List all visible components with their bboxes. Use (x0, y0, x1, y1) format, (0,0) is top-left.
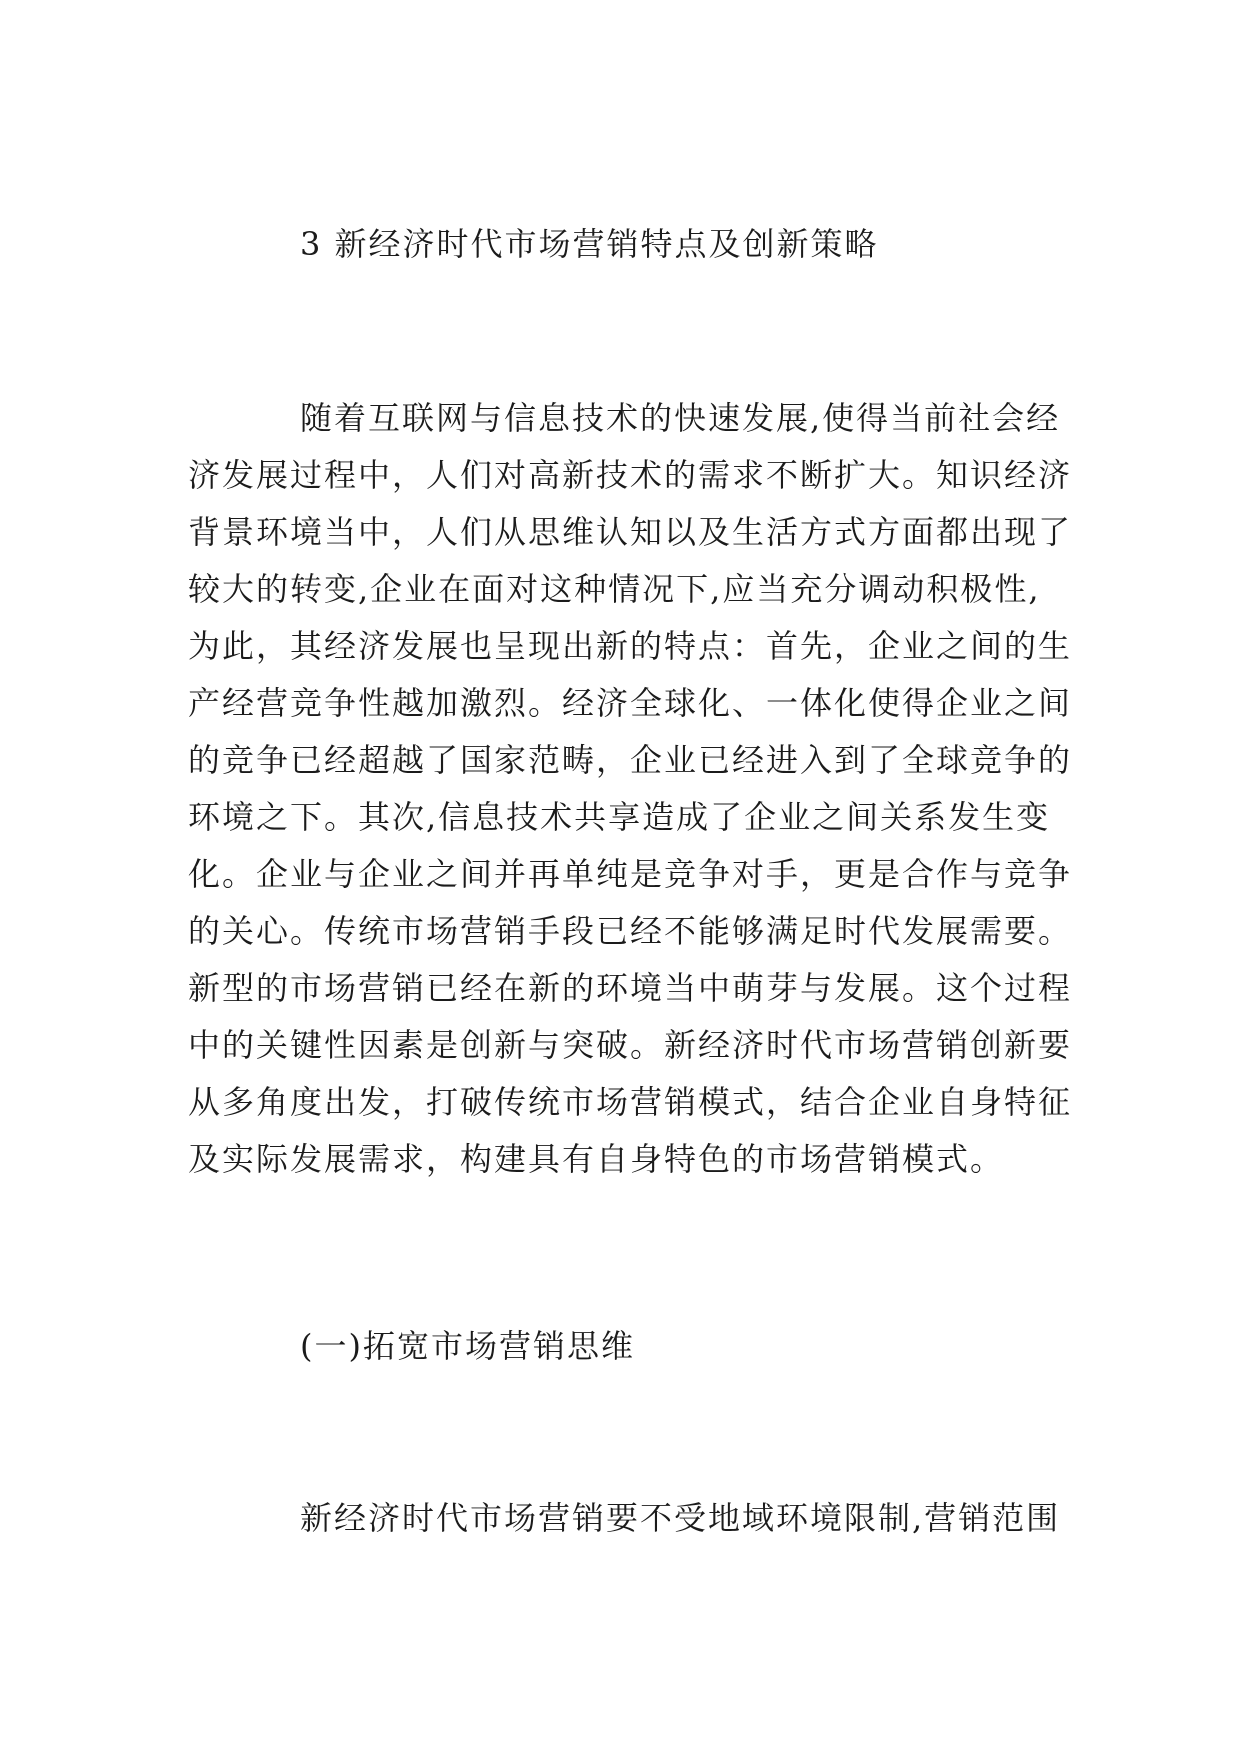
section-title: 3 新经济时代市场营销特点及创新策略 (300, 225, 879, 263)
paragraph-line: 较大的转变,企业在面对这种情况下,应当充分调动积极性, (188, 570, 1041, 608)
subsection-title: (一)拓宽市场营销思维 (300, 1327, 635, 1365)
paragraph-line: 中的关键性因素是创新与突破。新经济时代市场营销创新要 (188, 1026, 1073, 1064)
paragraph-line: 的竞争已经超越了国家范畴，企业已经进入到了全球竞争的 (188, 741, 1073, 779)
paragraph-line: 随着互联网与信息技术的快速发展,使得当前社会经 (300, 399, 1061, 437)
paragraph-line: 济发展过程中，人们对高新技术的需求不断扩大。知识经济 (188, 456, 1073, 494)
paragraph-line: 为此，其经济发展也呈现出新的特点：首先，企业之间的生 (188, 627, 1073, 665)
paragraph-line: 环境之下。其次,信息技术共享造成了企业之间关系发生变 (188, 798, 1051, 836)
paragraph-line: 产经营竞争性越加激烈。经济全球化、一体化使得企业之间 (188, 684, 1073, 722)
paragraph-line: 及实际发展需求，构建具有自身特色的市场营销模式。 (188, 1140, 1005, 1178)
paragraph-line: 从多角度出发，打破传统市场营销模式，结合企业自身特征 (188, 1083, 1073, 1121)
paragraph-line: 的关心。传统市场营销手段已经不能够满足时代发展需要。 (188, 912, 1073, 950)
continued-paragraph-line: 新经济时代市场营销要不受地域环境限制,营销范围 (300, 1499, 1061, 1537)
paragraph-line: 新型的市场营销已经在新的环境当中萌芽与发展。这个过程 (188, 969, 1073, 1007)
paragraph-line: 背景环境当中，人们从思维认知以及生活方式方面都出现了 (188, 513, 1073, 551)
paragraph-line: 化。企业与企业之间并再单纯是竞争对手，更是合作与竞争 (188, 855, 1073, 893)
